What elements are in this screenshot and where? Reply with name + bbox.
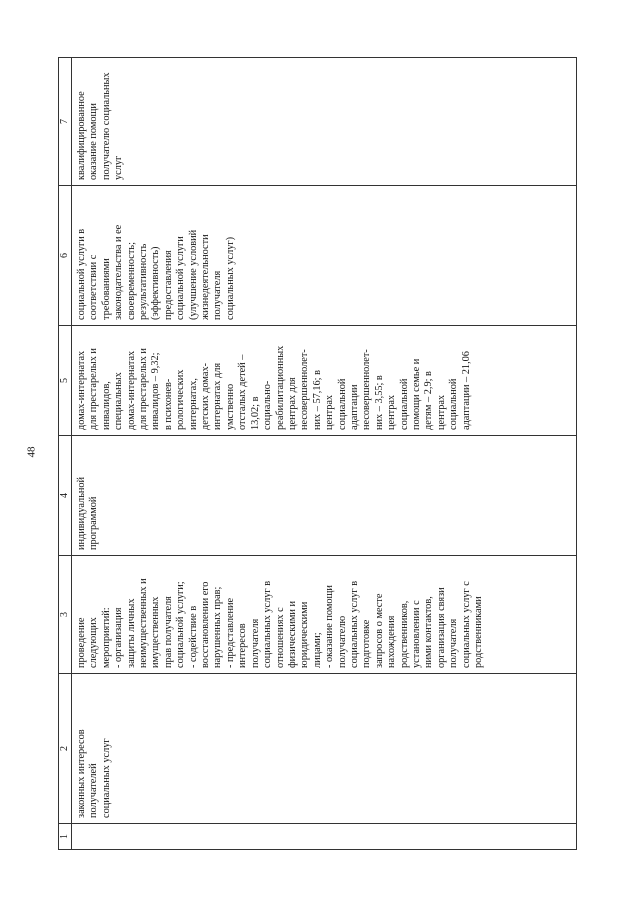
cell-number bbox=[72, 824, 577, 850]
page-number: 48 bbox=[25, 446, 38, 458]
cell-norm: домах-интернатах для престарелых и инвалидов, специальных домах-интернатах для престарелых и инвалидов – 9,32; в психонев- рологических интернатах, детских домах- интернатах для умственно отсталых детей – 13,02; в социально- реабилитационных центрах для несовершеннолет- них – 57,16; в центрах социальной адаптации несовершеннолет- них – 3,55; в центрах социальной помощи семье и детям – 2,9; в центрах социальной адаптации – 21,06 bbox=[72, 326, 577, 436]
header-col-7: 7 bbox=[59, 58, 72, 186]
header-col-1: 1 bbox=[59, 824, 72, 850]
header-row bbox=[59, 58, 72, 850]
services-table bbox=[58, 57, 577, 850]
table-row bbox=[72, 58, 577, 850]
header-col-6: 6 bbox=[59, 186, 72, 326]
header-col-2: 2 bbox=[59, 674, 72, 824]
cell-service-name: законных интересов получателей социальных услуг bbox=[72, 674, 577, 824]
cell-term: индивидуальной программой bbox=[72, 436, 577, 556]
rotated-table-wrapper bbox=[58, 58, 577, 850]
cell-service-content: проведение следующих мероприятий: - организация защиты личных неимущественных и имущественных прав получателя социальной услуги; - содействие в восстановлении его нарушенных прав; - представление интересов получателя социальных услуг в отношениях с физическими и юридическими лицами; - оказание помощи получателю социальных услуг в подготовке запросов о месте нахождения родственников, установлении с ними контактов, организация связи получателя социальных услуг с родственниками bbox=[72, 556, 577, 674]
header-col-4: 4 bbox=[59, 436, 72, 556]
header-col-5: 5 bbox=[59, 326, 72, 436]
cell-quality-indicators: социальной услуги в соответствии с требованиями законодательства и ее своевременность; результативность (эффективность) предоставления социальной услуги (улучшение условий жизнедеятельности получателя социальных услуг) bbox=[72, 186, 577, 326]
header-col-3: 3 bbox=[59, 556, 72, 674]
cell-conditions: квалифицированное оказание помощи получателю социальных услуг bbox=[72, 58, 577, 186]
